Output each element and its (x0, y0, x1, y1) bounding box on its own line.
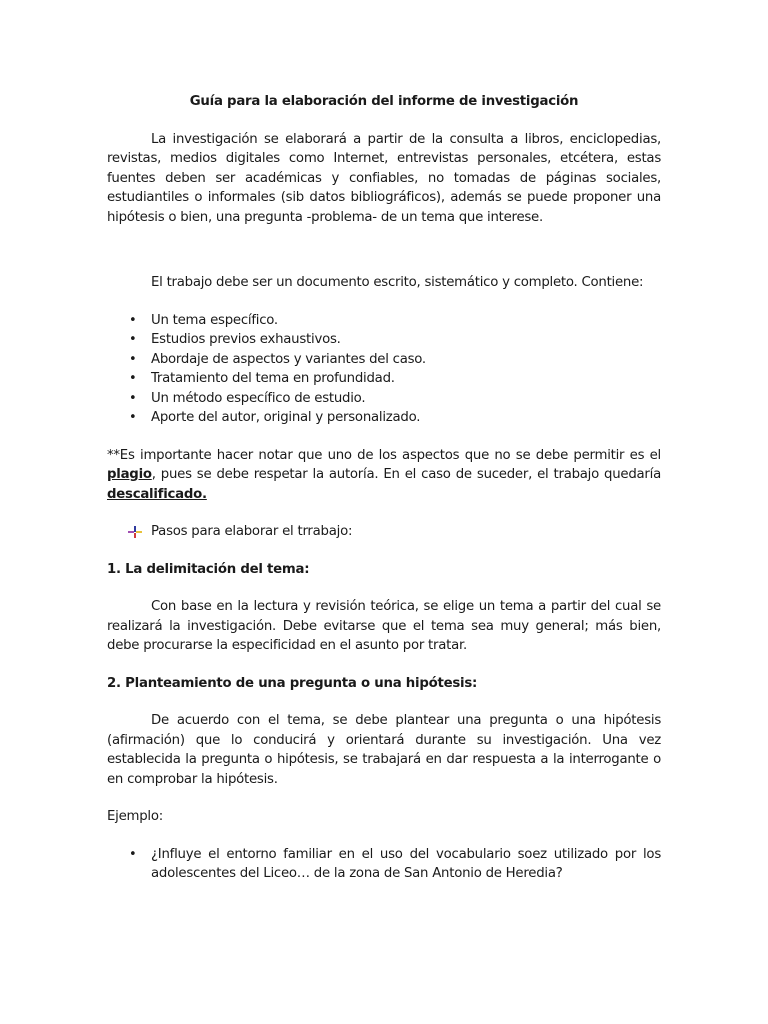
bullet-icon: • (129, 312, 137, 328)
list-item: • Un método específico de estudio. (107, 389, 661, 409)
list-item: • Estudios previos exhaustivos. (107, 330, 661, 350)
example-label: Ejemplo: (107, 809, 163, 824)
section-1-heading: 1. La delimitación del tema: (107, 561, 310, 577)
steps-label: Pasos para elaborar el trrabajo: (107, 522, 661, 542)
bullet-icon: • (129, 390, 137, 406)
bullet-icon: • (129, 846, 137, 862)
document-body (107, 92, 661, 884)
list-item: • Abordaje de aspectos y variantes del caso. (107, 350, 661, 370)
bullet-icon: • (129, 410, 137, 425)
contents-list (107, 311, 661, 428)
list-item: • Aporte del autor, original y personalizado. (107, 408, 661, 428)
descalificado-word: descalificado. (107, 486, 207, 502)
list-item: • Un tema específico. (107, 311, 661, 331)
example-list (107, 845, 661, 884)
trabajo-intro: El trabajo debe ser un documento escrito, sistemático y completo. Contiene: (151, 275, 644, 290)
pinwheel-bullet-icon (128, 526, 142, 538)
document-title: Guía para la elaboración del informe de investigación (189, 94, 579, 109)
section-2-heading: 2. Planteamiento de una pregunta o una hipótesis: (107, 675, 478, 691)
bullet-icon: • (129, 332, 137, 347)
list-item: • ¿Influye el entorno familiar en el uso del vocabulario soez utilizado por los adolescentes del Liceo… de la zona de San Antonio de Heredia? (129, 846, 661, 881)
plagio-word: plagio (107, 467, 152, 482)
intro-paragraph: La investigación se elaborará a partir de la consulta a libros, enciclopedias, revistas, medios digitales como Internet, entrevistas personales, etcétera, estas fuentes deben ser académicas y confiables, no tomadas de páginas sociales, estudiantiles o informales (sib datos bibliográficos), además se puede proponer una hipótesis o bien, una pregunta -problema- de un tema que interese. (107, 131, 661, 225)
section-2-body: De acuerdo con el tema, se debe plantear una pregunta o una hipótesis (afirmación) que lo conducirá y orientará durante su investigación. Una vez establecida la pregunta o hipótesis, se trabajará en dar respuesta a la interrogante o en comprobar la hipótesis. (107, 713, 661, 787)
section-1-body: Con base en la lectura y revisión teórica, se elige un tema a partir del cual se realizará la investigación. Debe evitarse que el tema sea muy general; más bien, debe procurarse la especificidad en el asunto por tratar. (107, 599, 661, 653)
bullet-icon: • (129, 371, 137, 386)
plagiarism-note: **Es importante hacer notar que uno de los aspectos que no se debe permitir es el plagio, pues se debe respetar la autoría. En el caso de suceder, el trabajo quedaría descalificado. (107, 447, 661, 502)
bullet-icon: • (129, 351, 137, 367)
list-item: • Tratamiento del tema en profundidad. (107, 369, 661, 389)
